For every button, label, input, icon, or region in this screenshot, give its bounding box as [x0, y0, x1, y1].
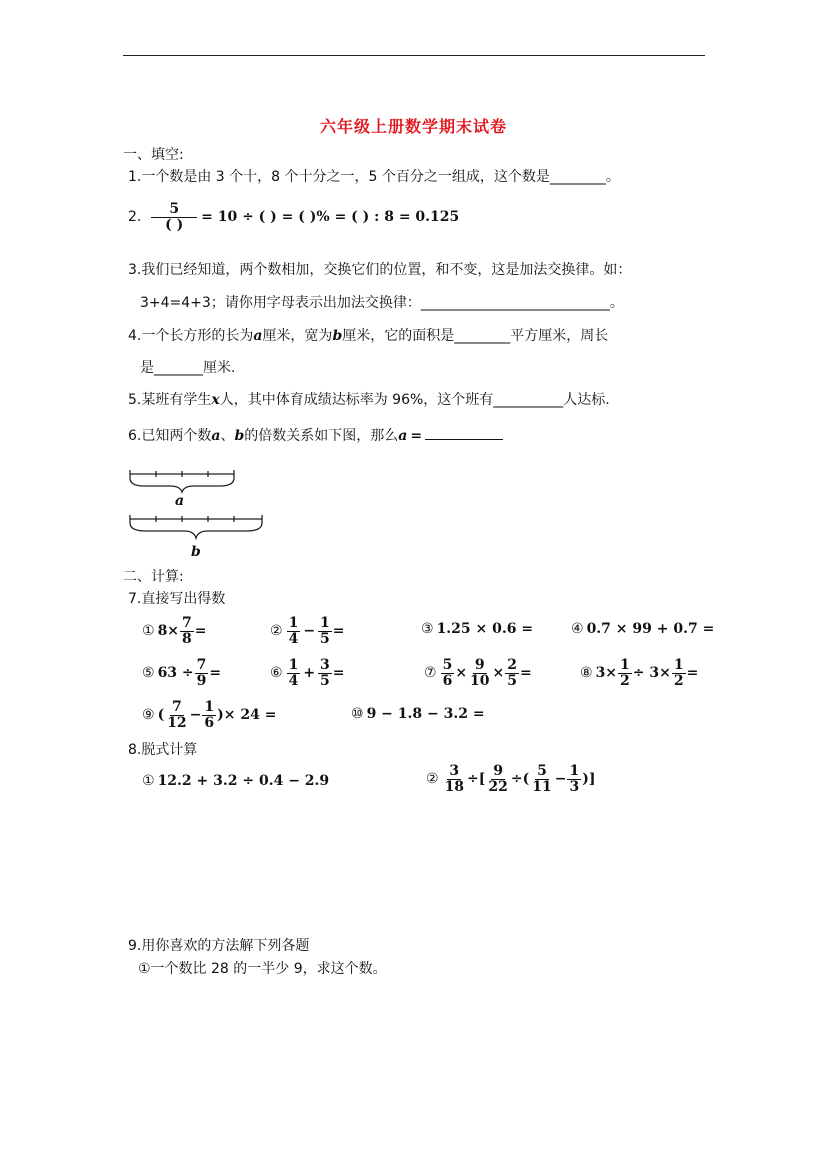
calc-item-2: [270, 616, 345, 646]
fraction-numerator: 2: [507, 657, 518, 673]
fraction-denominator: 6: [204, 714, 215, 731]
fraction-denominator: 11: [532, 778, 552, 795]
question-4-text-1: 4.一个长方形的长为: [128, 328, 254, 344]
variable-a: a: [398, 428, 408, 444]
page-title: 六年级上册数学期末试卷: [319, 117, 507, 136]
variable-a: a: [211, 428, 221, 444]
fraction-denominator: 10: [470, 672, 490, 689]
fraction-denominator: 18: [444, 778, 465, 795]
fraction-numerator: 7: [196, 657, 207, 673]
question-4-line-2: 是_______厘米.: [140, 360, 236, 376]
fraction-denominator: 9: [196, 672, 207, 689]
fraction-numerator: 1: [620, 657, 630, 673]
fraction-numerator: 5: [537, 763, 547, 779]
operator: −: [554, 771, 567, 788]
equals-sign: =: [332, 623, 345, 640]
item-mark: ③: [421, 621, 434, 637]
operator: ×: [492, 665, 505, 682]
open-paren: (: [157, 707, 165, 724]
expr-part: 8×: [157, 623, 180, 640]
fraction-denominator: 3: [569, 778, 580, 795]
equals-sign: =: [332, 665, 345, 682]
fraction-numerator: 1: [569, 763, 580, 779]
item-mark: ⑧: [580, 665, 593, 682]
equals-sign: =: [410, 428, 423, 444]
equals-sign: =: [209, 665, 222, 682]
fraction-numerator: 3: [320, 657, 330, 673]
question-4-text-2: 厘米，宽为: [262, 328, 333, 344]
question-2-equation: = 10 ÷ ( ) = ( )% = ( ) : 8 = 0.125: [201, 209, 460, 226]
label-a: a: [175, 493, 185, 509]
answer-blank: [425, 425, 503, 440]
fraction-denominator: 22: [488, 778, 508, 795]
fraction-numerator: 5: [442, 657, 453, 673]
question-6-text-1: 6.已知两个数: [128, 428, 212, 444]
expr-end: )× 24 =: [217, 707, 277, 724]
label-b: b: [191, 544, 201, 560]
variable-a: a: [253, 328, 263, 344]
operator: ÷[: [467, 771, 486, 788]
fraction-numerator: 5: [151, 202, 197, 218]
calc-item-10: [351, 706, 485, 722]
item-mark: ⑩: [351, 706, 364, 722]
fraction-denominator: 5: [320, 630, 330, 647]
question-4-text-3: 厘米，它的面积是________平方厘米，周长: [342, 328, 609, 344]
section-fill-in-title: 一、填空:: [123, 147, 184, 163]
question-6-text-2: 的倍数关系如下图，那么: [244, 428, 399, 444]
question-3-line-2: 3+4=4+3；请你用字母表示出加法交换律：___________________________。: [140, 295, 624, 311]
expr-end: )]: [582, 771, 596, 788]
question-1: 1.一个数是由 3 个十，8 个十分之一，5 个百分之一组成，这个数是________。: [128, 169, 620, 185]
item-mark: ⑤: [142, 665, 155, 682]
fraction-numerator: 3: [449, 763, 460, 779]
calc-item-6: [270, 658, 345, 688]
fraction-denominator: ( ): [165, 216, 184, 233]
calc-item-7: [424, 658, 532, 688]
fraction-denominator: 5: [320, 672, 330, 689]
item-mark: ②: [426, 771, 439, 788]
equals-sign: =: [194, 623, 207, 640]
fraction-numerator: 1: [204, 699, 215, 715]
question-3-line-1: 3.我们已经知道，两个数相加，交换它们的位置，和不变，这是加法交换律。如：: [128, 262, 632, 278]
equals-sign: =: [520, 665, 532, 682]
calc-item-8: [580, 658, 698, 688]
calc-item-5: [142, 658, 221, 688]
variable-x: x: [211, 392, 220, 408]
fraction-numerator: 9: [493, 763, 504, 779]
fraction-denominator: 5: [507, 672, 518, 689]
expression: 12.2 + 3.2 ÷ 0.4 − 2.9: [157, 773, 330, 789]
question-8: 8.脱式计算: [128, 742, 198, 758]
ratio-diagram: [124, 462, 274, 562]
variable-b: b: [234, 428, 245, 444]
expr-part: 3×: [595, 665, 618, 682]
header-rule: [123, 55, 705, 56]
operator: −: [303, 623, 316, 640]
item-mark: ④: [571, 621, 584, 637]
fraction-numerator: 9: [474, 657, 485, 673]
calc-item-9: [142, 700, 276, 730]
item-mark: ①: [142, 623, 155, 640]
brace-a: [130, 478, 234, 492]
fraction-numerator: 1: [673, 657, 684, 673]
operator: ÷(: [510, 771, 530, 788]
calc-item-1: [142, 616, 207, 646]
item-mark: ②: [270, 623, 283, 640]
expression: 0.7 × 99 + 0.7 =: [586, 621, 715, 637]
section-calc-title: 二、计算:: [123, 569, 184, 585]
fraction-denominator: 4: [288, 672, 299, 689]
item-mark: ①: [142, 773, 155, 789]
question-7: 7.直接写出得数: [128, 591, 226, 607]
fraction-numerator: 7: [172, 699, 182, 715]
question-2-fraction: [151, 202, 197, 232]
expression: 9 − 1.8 − 3.2 =: [366, 706, 485, 722]
question-6: [128, 425, 503, 445]
equals-sign: =: [686, 665, 699, 682]
fraction-numerator: 7: [182, 615, 192, 631]
question-9: 9.用你喜欢的方法解下列各题: [128, 938, 310, 954]
item-mark: ⑨: [142, 707, 155, 724]
fraction-numerator: 1: [288, 615, 299, 631]
question-5-text-1: 5.某班有学生: [128, 392, 212, 408]
operator: −: [189, 707, 202, 724]
fraction-denominator: 4: [288, 630, 299, 647]
fraction-denominator: 2: [620, 672, 630, 689]
variable-b: b: [332, 328, 343, 344]
fraction-numerator: 1: [320, 615, 330, 631]
fraction-denominator: 8: [182, 630, 192, 647]
question-2: [128, 202, 459, 232]
expression: 1.25 × 0.6 =: [436, 621, 534, 637]
question-5: [128, 389, 610, 409]
operator: +: [303, 665, 316, 682]
operator: ÷ 3×: [632, 665, 671, 682]
question-6-separator: 、: [220, 428, 235, 444]
fraction-denominator: 6: [442, 672, 453, 689]
fraction-denominator: 12: [167, 714, 187, 731]
question-9-item-1: ①一个数比 28 的一半少 9，求这个数。: [138, 961, 387, 977]
question-5-text-2: 人，其中体育成绩达标率为 96%，这个班有__________人达标.: [219, 392, 610, 408]
stepwise-item-2: [426, 764, 595, 794]
calc-item-3: [421, 621, 533, 637]
question-2-number: 2.: [128, 209, 142, 226]
operator: ×: [455, 665, 468, 682]
expr-part: 63 ÷: [157, 665, 194, 682]
item-mark: ⑥: [270, 665, 283, 682]
question-4: [128, 325, 608, 345]
fraction-numerator: 1: [288, 657, 299, 673]
brace-b: [130, 523, 262, 538]
item-mark: ⑦: [424, 665, 437, 682]
calc-item-4: [571, 621, 714, 637]
stepwise-item-1: [142, 773, 329, 789]
fraction-denominator: 2: [673, 672, 684, 689]
